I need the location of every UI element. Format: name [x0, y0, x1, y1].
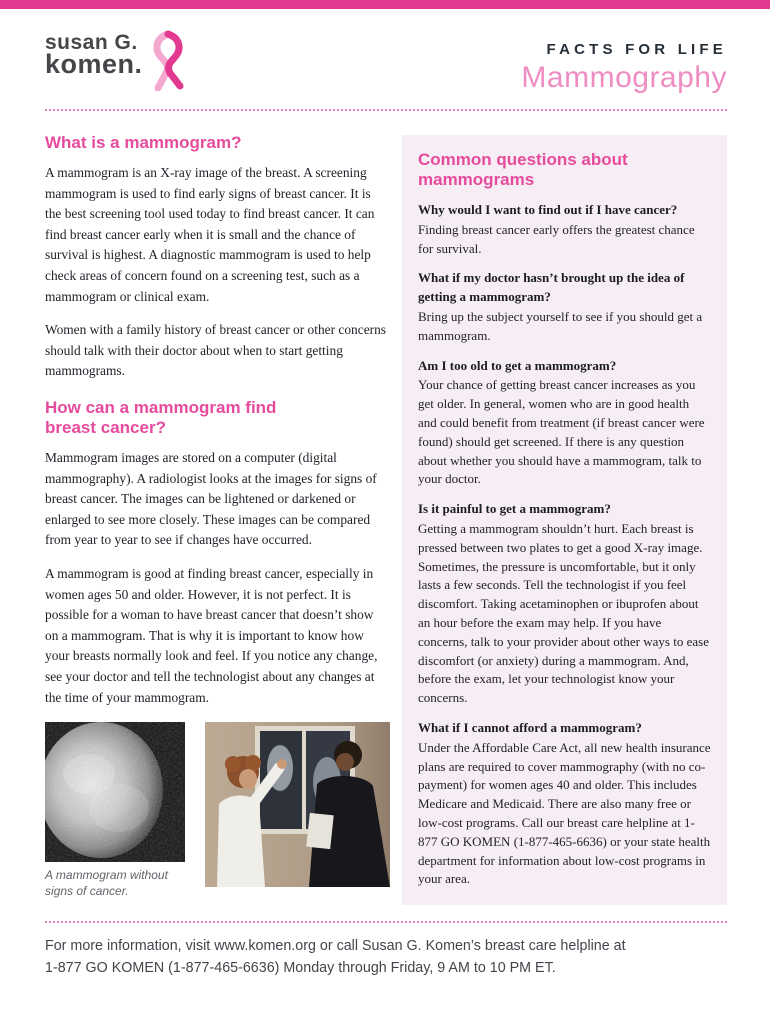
qa-item: [418, 269, 711, 345]
figure-caption: A mammogram without signs of cancer.: [45, 868, 168, 899]
page-header: [45, 33, 727, 95]
brand-name-line2: komen.: [45, 49, 143, 80]
qa-item: [418, 357, 711, 490]
qa-answer: Under the Affordable Care Act, all new health insurance plans are required to cover mammography (with no co-payment) for women ages 40 and older. This includes Medicare and Medicaid. There are also many free or low-cost programs. Call our breast care helpline at 1-877 GO KOMEN (1-877-465-6636) or your state health department for information about low-cost programs in your area.: [418, 739, 711, 887]
header-separator: [45, 109, 727, 111]
qa-box-heading: Common questions about mammograms: [418, 150, 628, 190]
qa-question: Why would I want to find out if I have cancer?: [418, 202, 678, 218]
footer-info: [45, 936, 727, 979]
qa-item: [418, 719, 711, 889]
qa-question: Am I too old to get a mammogram?: [418, 357, 617, 373]
brand-wordmark: [45, 31, 143, 80]
paragraph: A mammogram is an X-ray image of the breast. A screening mammogram is used to find early signs of breast cancer. It is the best screening tool used today to find breast cancer. It can find breast cancer early when it is small and the chance of survival is highest. A diagnostic mammogram is used to help check areas of concern found on a screening test, such as a mammogram or clinical exam.: [45, 165, 375, 304]
top-accent-bar: [0, 0, 770, 9]
radiologists-photo: [205, 722, 390, 887]
qa-answer: Finding breast cancer early offers the greatest chance for survival.: [418, 221, 695, 256]
qa-answer: Bring up the subject yourself to see if you should get a mammogram.: [418, 309, 703, 343]
paragraph: A mammogram is good at finding breast cancer, especially in women ages 50 and older. However, it is not perfect. It is possible for a woman to have breast cancer that doesn’t show on a mammogram. That is why it is important to know how your breasts normally look and feel. If you notice any change, see your doctor and tell the technologist about any changes at the time of your mammogram.: [45, 566, 378, 705]
pink-ribbon-icon: [148, 29, 188, 91]
komen-logo: [45, 33, 188, 91]
footer-line2: 1-877 GO KOMEN (1-877-465-6636) Monday through Friday, 9 AM to 10 PM ET.: [45, 959, 556, 976]
qa-answer: Getting a mammogram shouldn’t hurt. Each breast is pressed between two plates to get a good X-ray image. Sometimes, the pressure is uncomfortable, but it only lasts a few seconds. Tell the technologist if you feel discomfort. Taking acetaminophen or ibuprofen about an hour before the exam may help. If you have concerns, talk to your provider about other ways to ease discomfort (or anxiety) during a mammogram. And, before the exam, let your technologist know your concerns.: [418, 521, 709, 706]
qa-sidebar: [402, 135, 727, 905]
mammogram-image: [45, 722, 185, 862]
fact-sheet-page: [0, 33, 770, 979]
main-article: [45, 125, 390, 905]
qa-question: What if I cannot afford a mammogram?: [418, 720, 642, 736]
figure-row: [45, 722, 390, 900]
brand-name-line1: susan G.: [45, 31, 138, 54]
paragraph: Mammogram images are stored on a computer (digital mammography). A radiologist looks at the images for signs of breast cancer. The images can be lightened or darkened or enlarged to see more closely. These images can be compared from year to year to see if changes have occurred.: [45, 450, 377, 548]
qa-answer: Your chance of getting breast cancer increases as you get older. In general, women who are in good health and could benefit from treatment (if breast cancer were found) should get screened. If there is any question about whether you should have a mammogram, talk to your doctor.: [418, 377, 705, 487]
section-heading-what-is: What is a mammogram?: [45, 133, 242, 152]
qa-item: [418, 201, 711, 258]
mammogram-figure: [45, 722, 185, 900]
qa-item: [418, 500, 711, 708]
paragraph: Women with a family history of breast cancer or other concerns should talk with their doctor about when to start getting mammograms.: [45, 322, 387, 379]
qa-question: Is it painful to get a mammogram?: [418, 501, 611, 517]
footer-separator: [45, 921, 727, 923]
header-titles: [521, 33, 727, 95]
qa-question: What if my doctor hasn’t brought up the idea of getting a mammogram?: [418, 270, 685, 305]
footer-line1: For more information, visit www.komen.org or call Susan G. Komen’s breast care helpline at: [45, 938, 626, 955]
section-heading-how-find: How can a mammogram find breast cancer?: [45, 397, 277, 438]
facts-for-life-label: FACTS FOR LIFE: [546, 41, 727, 58]
document-title: Mammography: [521, 61, 727, 94]
content-columns: [45, 125, 727, 905]
